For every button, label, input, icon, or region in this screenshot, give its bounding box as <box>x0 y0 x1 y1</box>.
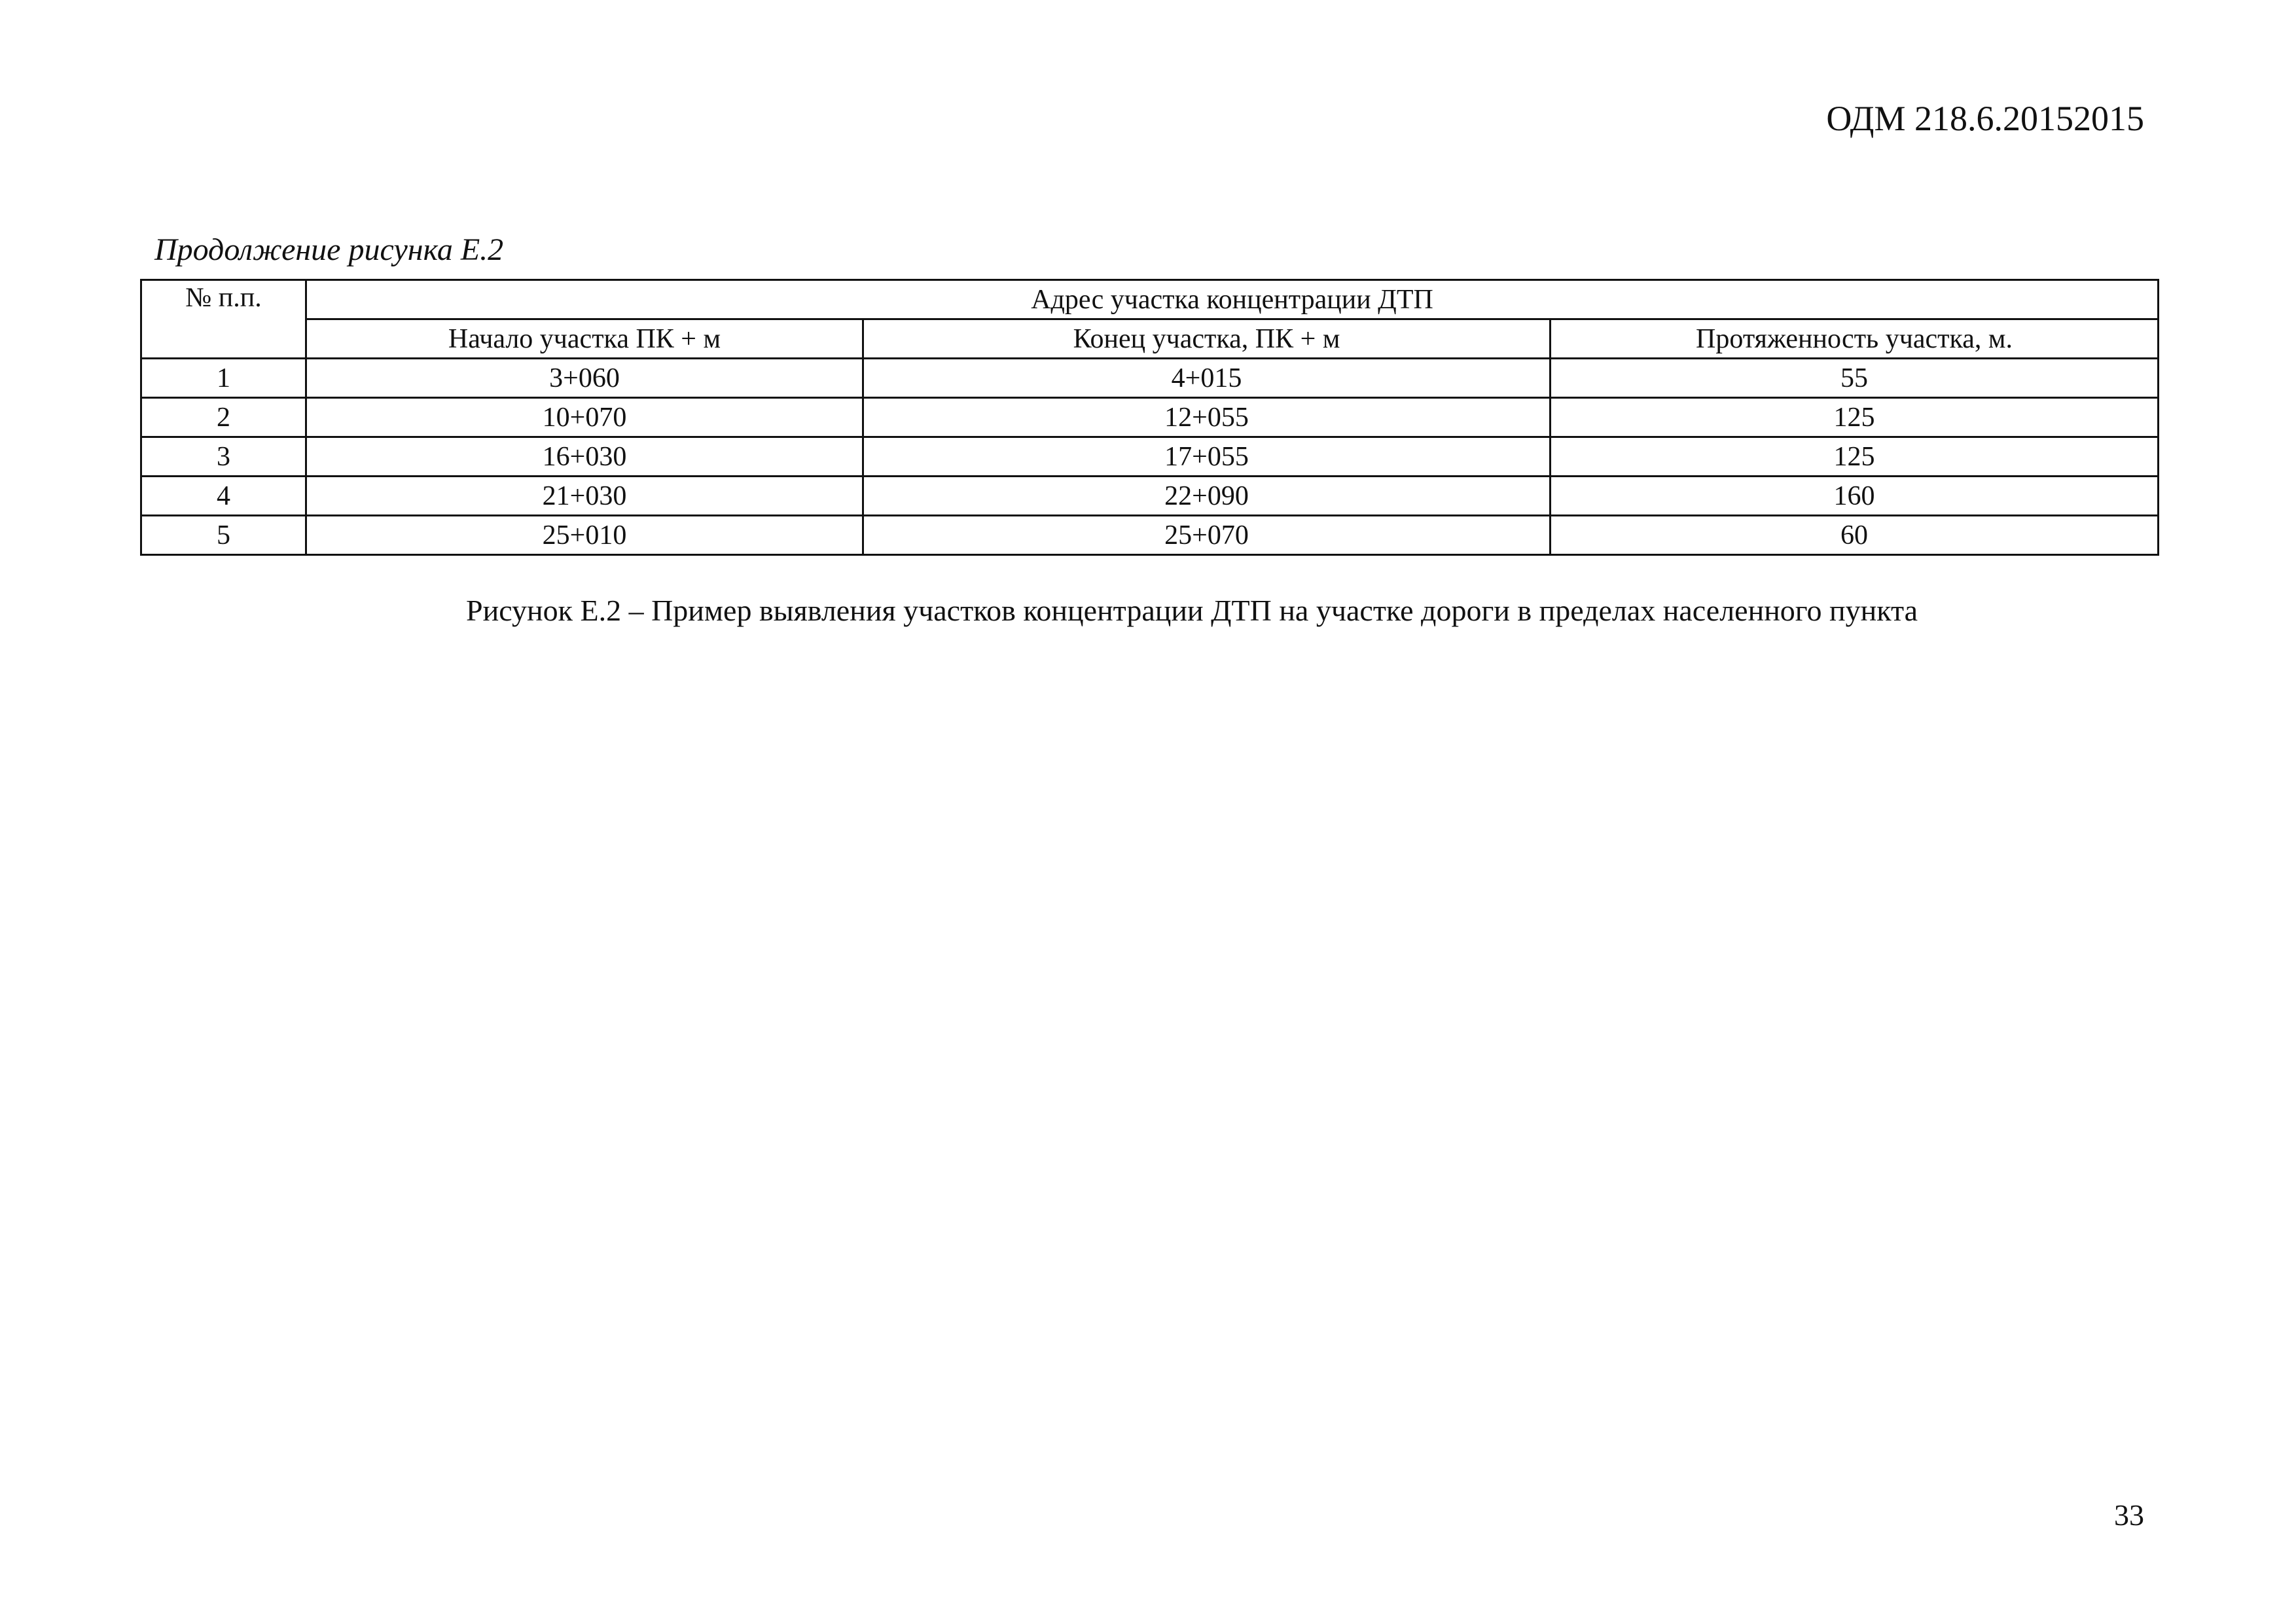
cell-end: 22+090 <box>863 477 1551 516</box>
cell-number: 3 <box>141 437 306 477</box>
table-row <box>141 477 2159 516</box>
cell-end: 4+015 <box>863 359 1551 398</box>
cell-end: 25+070 <box>863 516 1551 555</box>
header-length: Протяженность участка, м. <box>1551 319 2159 359</box>
cell-start: 3+060 <box>306 359 863 398</box>
cell-end: 17+055 <box>863 437 1551 477</box>
accident-sections-table <box>140 279 2159 556</box>
cell-start: 25+010 <box>306 516 863 555</box>
table-row <box>141 398 2159 437</box>
document-code: ОДМ 218.6.20152015 <box>1826 99 2144 138</box>
cell-number: 4 <box>141 477 306 516</box>
cell-start: 21+030 <box>306 477 863 516</box>
continuation-label: Продолжение рисунка Е.2 <box>154 232 504 267</box>
cell-length: 160 <box>1551 477 2159 516</box>
figure-caption: Рисунок Е.2 – Пример выявления участков концентрации ДТП на участке дороги в пределах населенного пункта <box>466 594 1918 627</box>
cell-number: 1 <box>141 359 306 398</box>
table-row <box>141 359 2159 398</box>
header-end: Конец участка, ПК + м <box>863 319 1551 359</box>
table-header-row-2 <box>141 319 2159 359</box>
header-number: № п.п. <box>141 280 306 359</box>
cell-length: 55 <box>1551 359 2159 398</box>
header-start: Начало участка ПК + м <box>306 319 863 359</box>
page-number: 33 <box>2114 1498 2144 1532</box>
table-header-row-1 <box>141 280 2159 319</box>
table-row <box>141 516 2159 555</box>
cell-number: 2 <box>141 398 306 437</box>
header-group-title: Адрес участка концентрации ДТП <box>306 280 2159 319</box>
cell-length: 125 <box>1551 398 2159 437</box>
cell-number: 5 <box>141 516 306 555</box>
cell-length: 125 <box>1551 437 2159 477</box>
cell-start: 10+070 <box>306 398 863 437</box>
cell-start: 16+030 <box>306 437 863 477</box>
table-row <box>141 437 2159 477</box>
cell-length: 60 <box>1551 516 2159 555</box>
cell-end: 12+055 <box>863 398 1551 437</box>
